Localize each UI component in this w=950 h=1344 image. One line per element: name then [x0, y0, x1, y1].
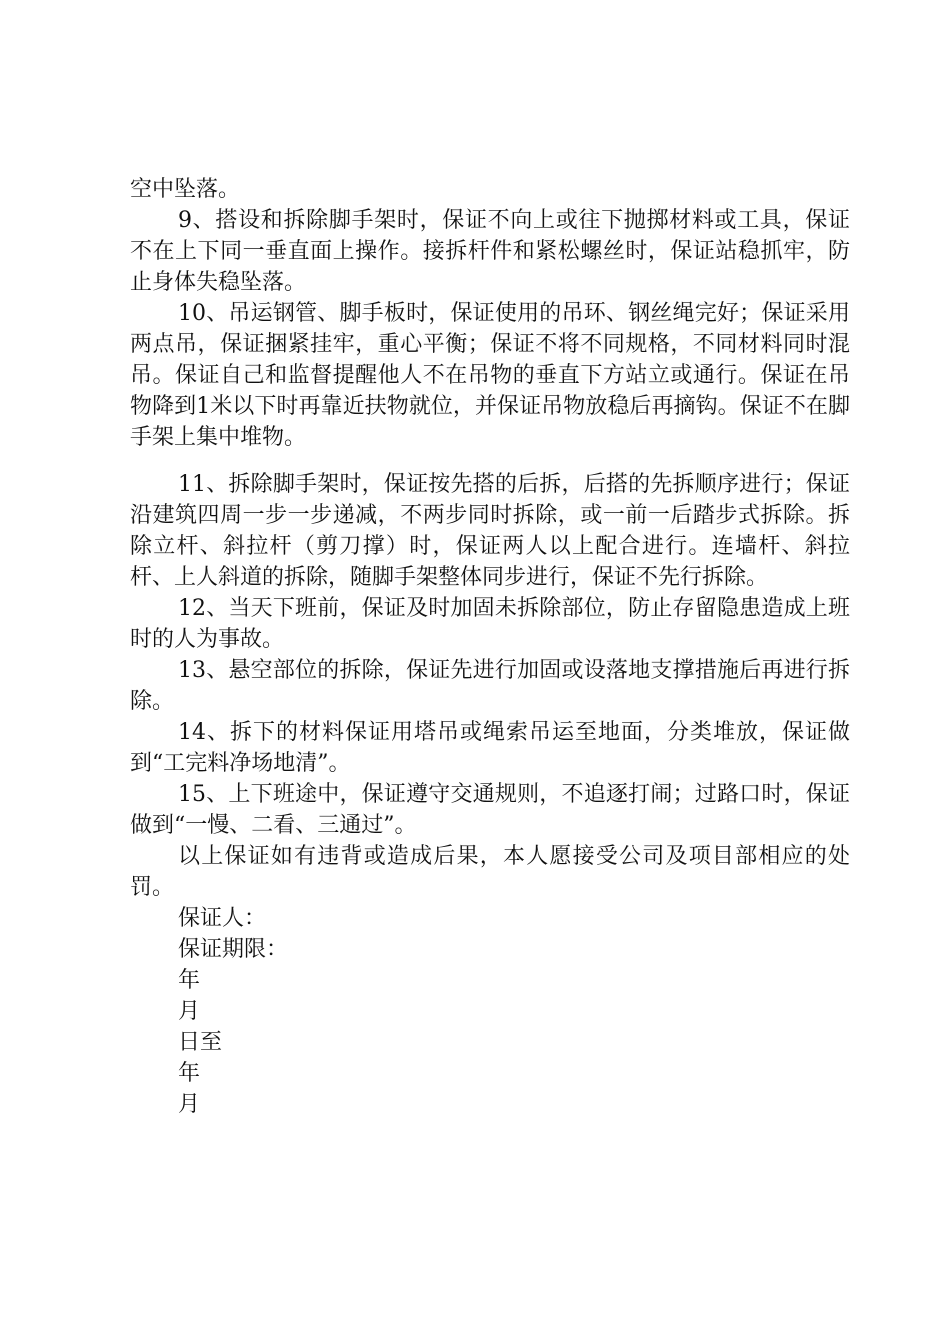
- paragraph-item-10: 10、吊运钢管、脚手板时，保证使用的吊环、钢丝绳完好；保证采用两点吊，保证捆紧挂牢，重心平衡；保证不将不同规格，不同材料同时混吊。保证自己和监督提醒他人不在吊物的垂直下方站立或通行。保证在吊物降到1米以下时再靠近扶物就位，并保证吊物放稳后再摘钩。保证不在脚手架上集中堆物。: [130, 301, 850, 450]
- paragraph-gap: [130, 453, 850, 469]
- paragraph-item-11: 11、拆除脚手架时，保证按先搭的后拆，后搭的先拆顺序进行；保证沿建筑四周一步一步递减，不两步同时拆除，或一前一后踏步式拆除。拆除立杆、斜拉杆（剪刀撑）时，保证两人以上配合进行。连墙杆、斜拉杆、上人斜道的拆除，随脚手架整体同步进行，保证不先行拆除。: [130, 472, 850, 590]
- guarantor-label: 保证人：: [178, 906, 267, 931]
- day-to-label: 日至: [178, 1030, 223, 1055]
- month-label-2: 月: [178, 1092, 201, 1117]
- period-label: 保证期限：: [178, 937, 289, 962]
- paragraph-continued: 空中坠落。: [130, 177, 241, 202]
- month-label-1: 月: [178, 999, 201, 1024]
- year-label-2: 年: [178, 1061, 201, 1086]
- document-body: [130, 174, 850, 1120]
- paragraph-item-9: 9、搭设和拆除脚手架时，保证不向上或往下抛掷材料或工具，保证不在上下同一垂直面上操作。接拆杆件和紧松螺丝时，保证站稳抓牢，防止身体失稳坠落。: [130, 208, 850, 295]
- year-label-1: 年: [178, 968, 201, 993]
- paragraph-item-15: 15、上下班途中，保证遵守交通规则，不追逐打闹；过路口时，保证做到“一慢、二看、三通过”。: [130, 782, 850, 838]
- paragraph-item-12: 12、当天下班前，保证及时加固未拆除部位，防止存留隐患造成上班时的人为事故。: [130, 596, 850, 652]
- paragraph-item-14: 14、拆下的材料保证用塔吊或绳索吊运至地面，分类堆放，保证做到“工完料净场地清”。: [130, 720, 850, 776]
- paragraph-closing: 以上保证如有违背或造成后果，本人愿接受公司及项目部相应的处罚。: [130, 844, 850, 900]
- paragraph-item-13: 13、悬空部位的拆除，保证先进行加固或设落地支撑措施后再进行拆除。: [130, 658, 850, 714]
